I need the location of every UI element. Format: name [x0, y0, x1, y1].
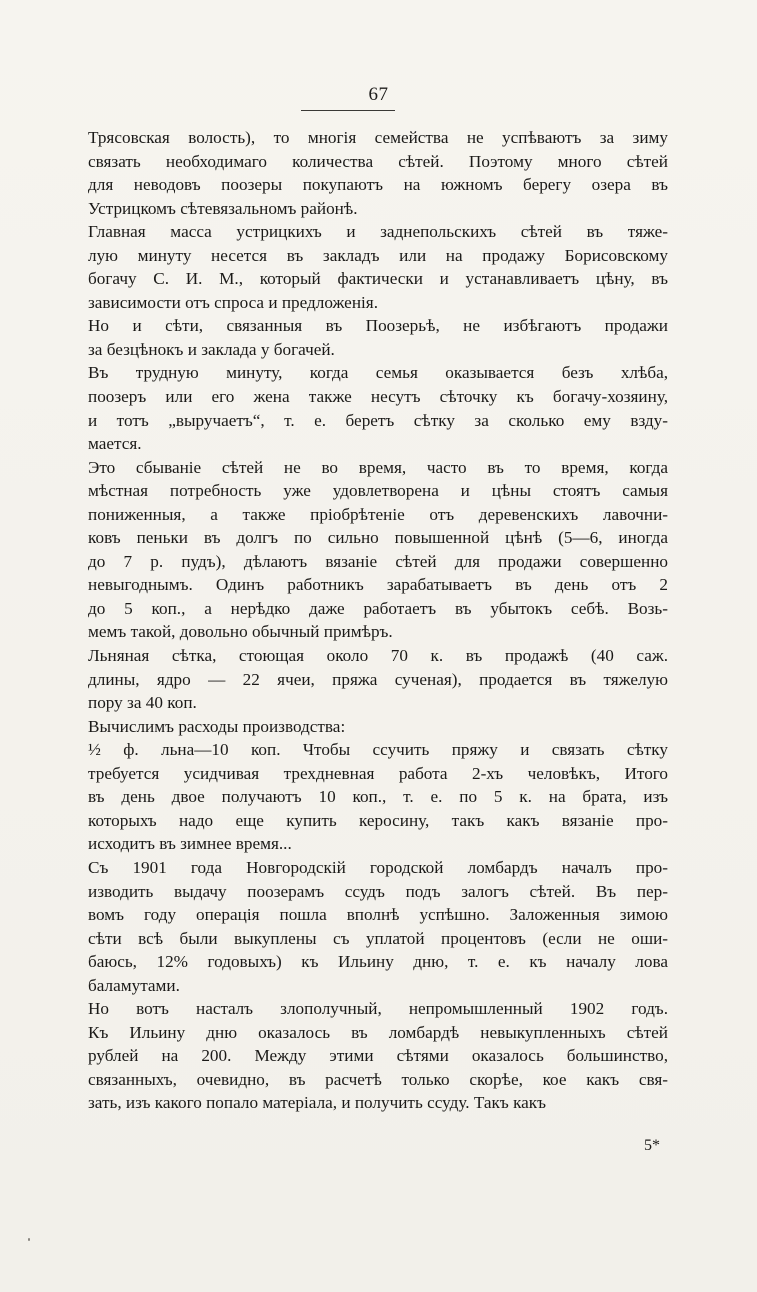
text-line: въ день двое получаютъ 10 коп., т. е. по 5 к. на брата, изъ [88, 787, 668, 807]
text-line: до 5 коп., а нерѣдко даже работаетъ въ убытокъ себѣ. Возь- [88, 598, 668, 618]
header-rule [301, 110, 395, 111]
paragraph [88, 456, 668, 644]
text-line: Съ 1901 года Новгородскій городской ломбардъ началъ про- [88, 857, 668, 877]
text-line: Это сбываніе сѣтей не во время, часто въ то время, когда [88, 457, 668, 477]
text-line: за безцѣнокъ и заклада у богачей. [88, 339, 335, 359]
text-line: Но и сѣти, связанныя въ Поозерьѣ, не избѣгаютъ продажи [88, 316, 668, 336]
text-line: баюсь, 12% годовыхъ) къ Ильину дню, т. е. къ началу лова [88, 952, 668, 972]
text-line: которыхъ надо еще купить керосину, такъ какъ вязаніе про- [88, 810, 668, 830]
text-line: для неводовъ поозеры покупаютъ на южномъ берегу озера въ [88, 175, 668, 195]
text-line: связанныхъ, очевидно, въ расчетѣ только скорѣе, кое какъ свя- [88, 1069, 668, 1089]
page-number: 67 [368, 84, 389, 105]
text-line: Трясовская волость), то многія семейства не успѣваютъ за зиму [88, 128, 668, 147]
signature-mark: 5* [644, 1137, 660, 1154]
text-line: ½ ф. льна—10 коп. Чтобы ссучить пряжу и связать сѣтку [88, 740, 668, 760]
text-line: зать, изъ какого попало матеріала, и получить ссуду. Такъ какъ [88, 1093, 547, 1113]
paragraph [88, 997, 668, 1115]
text-line: рублей на 200. Между этими сѣтями оказалось большинство, [88, 1046, 668, 1066]
text-line: исходитъ въ зимнее время... [88, 834, 292, 854]
text-line: лую минуту несется въ закладъ или на продажу Борисовскому [88, 245, 668, 265]
text-line: длины, ядро — 22 ячеи, пряжа сученая), продается въ тяжелую [88, 669, 668, 689]
text-line: Главная масса устрицкихъ и заднепольскихъ сѣтей въ тяже- [88, 222, 668, 242]
paragraph [88, 126, 668, 220]
text-line: Вычислимъ расходы производства: [88, 716, 346, 736]
text-line: вомъ году операція пошла вполнѣ успѣшно. Заложенныя зимою [88, 905, 668, 925]
text-line: невыгоднымъ. Одинъ работникъ зарабатываетъ въ день отъ 2 [88, 575, 668, 595]
text-line: пониженныя, а также пріобрѣтеніе отъ деревенскихъ лавочни- [88, 504, 668, 524]
text-line: Но вотъ настaлъ злополучный, непромышленный 1902 годъ. [88, 999, 668, 1019]
text-line: баламутами. [88, 975, 180, 995]
text-line: Устрицкомъ сѣтевязальномъ районѣ. [88, 198, 358, 218]
paragraph [88, 361, 668, 455]
text-line: Въ трудную минуту, когда семья оказывается безъ хлѣба, [88, 363, 668, 383]
text-line: мается. [88, 434, 142, 454]
text-line: мѣстная потребность уже удовлетворена и цѣны стоятъ самыя [88, 481, 668, 501]
paragraph [88, 856, 668, 997]
text-line: пору за 40 коп. [88, 693, 197, 713]
paragraph [88, 738, 668, 856]
paragraph [88, 644, 668, 715]
text-line: Льняная сѣтка, стоющая около 70 к. въ продажѣ (40 саж. [88, 646, 668, 666]
text-line: ковъ пеньки въ долгъ по сильно повышенной цѣнѣ (5—6, иногда [88, 528, 668, 548]
text-line: Къ Ильину дню оказалось въ ломбардѣ невыкупленныхъ сѣтей [88, 1022, 668, 1042]
paragraph [88, 715, 668, 739]
text-line: изводить выдачу поозерамъ ссудъ подъ залогъ сѣтей. Въ пер- [88, 881, 668, 901]
body-text [88, 126, 668, 1115]
text-line: связать необходимаго количества сѣтей. Поэтому много сѣтей [88, 151, 668, 171]
text-line: сѣти всѣ были выкуплены съ уплатой процентовъ (если не оши- [88, 928, 668, 948]
paper-speck [28, 1238, 30, 1241]
text-line: и тотъ „выручаетъ“, т. е. беретъ сѣтку за сколько ему взду- [88, 410, 668, 430]
paragraph [88, 220, 668, 314]
paragraph [88, 314, 668, 361]
text-line: до 7 р. пудъ), дѣлаютъ вязаніе сѣтей для продажи совершенно [88, 551, 668, 571]
text-line: требуется усидчивая трехдневная работа 2-хъ человѣкъ, Итого [88, 763, 668, 783]
text-line: поозеръ или его жена также несутъ сѣточку къ богачу-хозяину, [88, 387, 668, 407]
text-line: зависимости отъ спроса и предложенія. [88, 292, 378, 312]
text-line: богачу С. И. М., который фактически и устанавливаетъ цѣну, въ [88, 269, 668, 289]
text-line: мемъ такой, довольно обычный примѣръ. [88, 622, 393, 642]
